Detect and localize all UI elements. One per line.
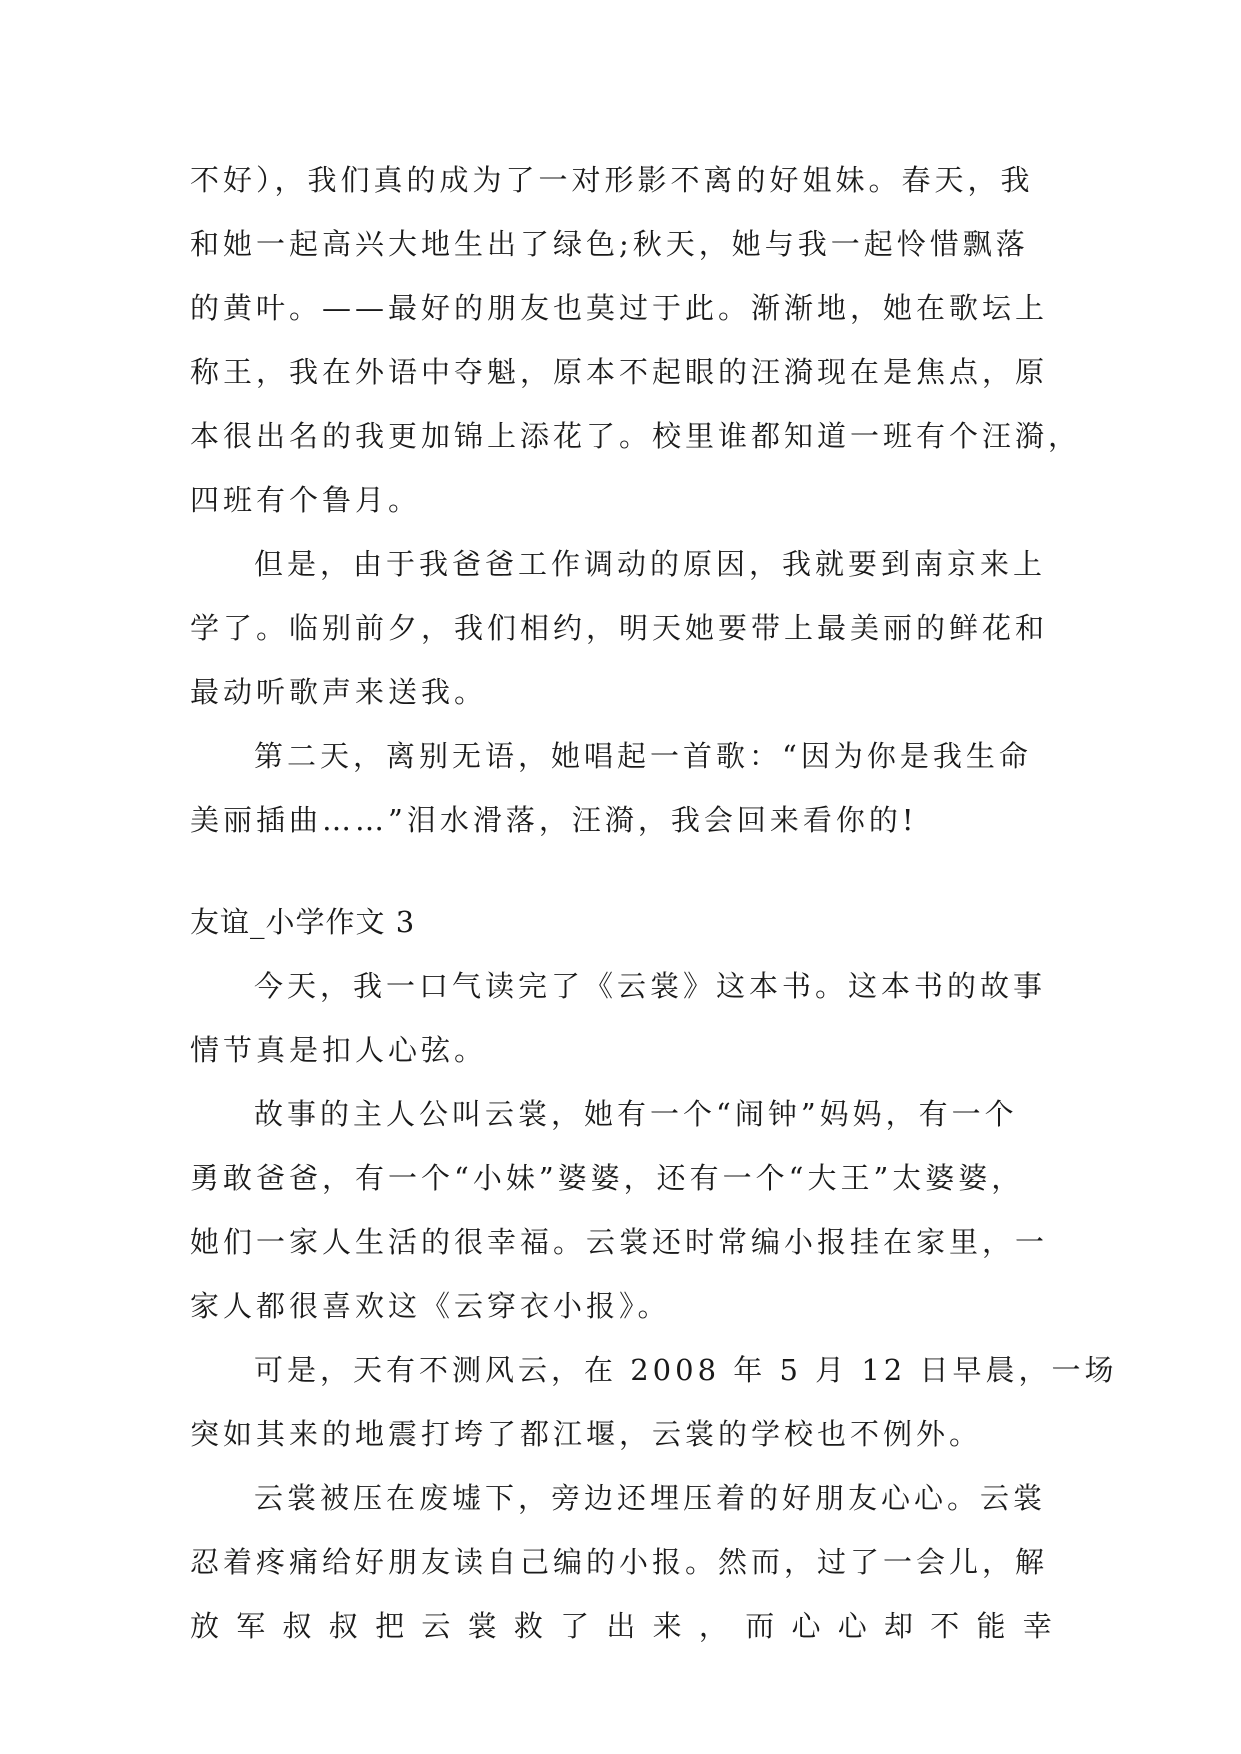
justified-char: 叔 xyxy=(282,1609,312,1643)
justified-char: 军 xyxy=(236,1609,266,1643)
paragraph-line: 故事的主人公叫云裳，她有一个“闹钟”妈妈，有一个 xyxy=(254,1097,1018,1131)
paragraph-line: 最动听歌声来送我。 xyxy=(190,675,488,709)
paragraph-line: 和她一起高兴大地生出了绿色;秋天，她与我一起怜惜飘落 xyxy=(190,227,1029,261)
paragraph-line: 四班有个鲁月。 xyxy=(190,483,422,517)
justified-char: 不 xyxy=(930,1609,960,1643)
paragraph-line: 她们一家人生活的很幸福。云裳还时常编小报挂在家里，一 xyxy=(190,1225,1049,1259)
paragraph-line: 但是，由于我爸爸工作调动的原因，我就要到南京来上 xyxy=(254,547,1047,581)
paragraph-line: 今天，我一口气读完了《云裳》这本书。这本书的故事 xyxy=(254,969,1047,1003)
justified-char: 却 xyxy=(883,1609,913,1643)
paragraph-line: 情节真是扣人心弦。 xyxy=(190,1033,488,1067)
justified-char: 来 xyxy=(652,1609,682,1643)
justified-char: 云 xyxy=(421,1609,451,1643)
justified-char: ， xyxy=(698,1609,728,1643)
paragraph-line: 的黄叶。——最好的朋友也莫过于此。渐渐地，她在歌坛上 xyxy=(190,291,1049,325)
paragraph-line: 可是，天有不测风云，在 2008 年 5 月 12 日早晨，一场 xyxy=(254,1353,1118,1387)
justified-char: 心 xyxy=(837,1609,867,1643)
paragraph-line: 勇敢爸爸，有一个“小妹”婆婆，还有一个“大王”太婆婆， xyxy=(190,1161,1025,1195)
justified-char: 叔 xyxy=(328,1609,358,1643)
justified-char: 把 xyxy=(375,1609,405,1643)
justified-char: 心 xyxy=(791,1609,821,1643)
paragraph-line-justified xyxy=(190,1606,1052,1646)
justified-char: 幸 xyxy=(1022,1609,1052,1643)
paragraph-line: 不好），我们真的成为了一对形影不离的好姐妹。春天，我 xyxy=(190,163,1034,197)
paragraph-line: 云裳被压在废墟下，旁边还埋压着的好朋友心心。云裳 xyxy=(254,1481,1047,1515)
justified-char: 出 xyxy=(606,1609,636,1643)
paragraph-line: 忍着疼痛给好朋友读自己编的小报。然而，过了一会儿，解 xyxy=(190,1545,1049,1579)
paragraph-line: 第二天，离别无语，她唱起一首歌：“因为你是我生命 xyxy=(254,739,1032,773)
paragraph-line: 突如其来的地震打垮了都江堰，云裳的学校也不例外。 xyxy=(190,1417,983,1451)
justified-char: 能 xyxy=(976,1609,1006,1643)
justified-char: 而 xyxy=(745,1609,775,1643)
paragraph-line: 本很出名的我更加锦上添花了。校里谁都知道一班有个汪漪， xyxy=(190,419,1082,453)
justified-char: 了 xyxy=(560,1609,590,1643)
justified-char: 放 xyxy=(190,1609,220,1643)
justified-char: 救 xyxy=(513,1609,543,1643)
section-title: 友谊_小学作文 3 xyxy=(190,905,416,939)
paragraph-line: 家人都很喜欢这《云穿衣小报》。 xyxy=(190,1289,671,1323)
justified-char: 裳 xyxy=(467,1609,497,1643)
paragraph-line: 学了。临别前夕，我们相约，明天她要带上最美丽的鲜花和 xyxy=(190,611,1049,645)
paragraph-line: 称王，我在外语中夺魁，原本不起眼的汪漪现在是焦点，原 xyxy=(190,355,1049,389)
document-page xyxy=(190,160,1118,1670)
paragraph-line: 美丽插曲……”泪水滑落，汪漪，我会回来看你的! xyxy=(190,803,918,837)
